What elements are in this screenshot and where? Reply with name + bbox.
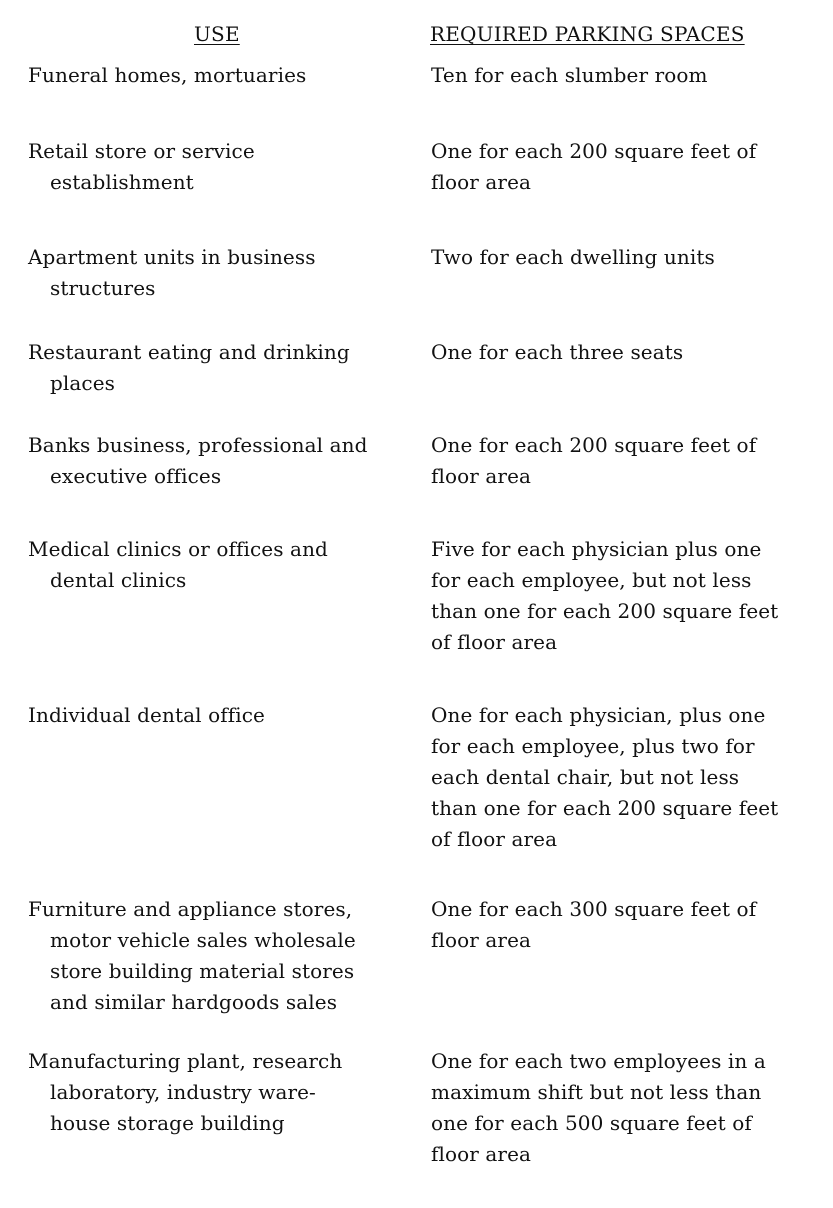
use-cell [28,60,423,91]
use-line: Apartment units in business [28,245,316,269]
required-line: maximum shift but not less than [431,1080,762,1104]
use-line: and similar hardgoods sales [50,990,338,1014]
required-cell [431,60,821,91]
required-line: than one for each 200 square feet [431,599,779,623]
use-line: laboratory, industry ware- [50,1080,316,1104]
use-line: Retail store or service [28,139,255,163]
required-line: Ten for each slumber room [431,63,708,87]
required-cell [431,430,821,492]
required-cell [431,534,821,658]
required-line: floor area [431,928,532,952]
required-line: than one for each 200 square feet [431,796,779,820]
required-line: One for each 300 square feet of [431,897,757,921]
required-line: One for each 200 square feet of [431,433,757,457]
use-line: places [50,371,116,395]
use-line: Individual dental office [28,703,265,727]
use-line: motor vehicle sales wholesale [50,928,356,952]
required-line: Five for each physician plus one [431,537,762,561]
use-column-header: USE [194,22,240,46]
required-line: for each employee, plus two for [431,734,755,758]
use-cell [28,534,423,596]
use-line: structures [50,276,156,300]
required-line: for each employee, but not less [431,568,752,592]
use-line: store building material stores [50,959,355,983]
required-line: of floor area [431,630,558,654]
use-cell [28,136,423,198]
required-line: One for each physician, plus one [431,703,766,727]
use-line: Restaurant eating and drinking [28,340,350,364]
use-cell [28,700,423,731]
required-cell [431,242,821,273]
use-line: Manufacturing plant, research [28,1049,343,1073]
use-line: Medical clinics or offices and [28,537,328,561]
use-line: dental clinics [50,568,187,592]
required-cell [431,136,821,198]
required-line: one for each 500 square feet of [431,1111,752,1135]
required-line: each dental chair, but not less [431,765,740,789]
required-cell [431,1046,821,1170]
use-line: Furniture and appliance stores, [28,897,353,921]
required-cell [431,337,821,368]
required-line: floor area [431,170,532,194]
required-line: of floor area [431,827,558,851]
required-parking-column-header: REQUIRED PARKING SPACES [430,22,745,46]
required-line: floor area [431,1142,532,1166]
required-cell [431,700,821,855]
use-cell [28,242,423,304]
required-cell [431,894,821,956]
required-line: One for each two employees in a [431,1049,766,1073]
use-cell [28,430,423,492]
use-line: Funeral homes, mortuaries [28,63,307,87]
use-line: Banks business, professional and [28,433,368,457]
use-cell [28,337,423,399]
use-line: establishment [50,170,194,194]
use-line: executive offices [50,464,222,488]
required-line: Two for each dwelling units [431,245,715,269]
required-line: One for each three seats [431,340,684,364]
required-line: floor area [431,464,532,488]
required-line: One for each 200 square feet of [431,139,757,163]
use-cell [28,894,423,1018]
use-line: house storage building [50,1111,285,1135]
use-cell [28,1046,423,1139]
